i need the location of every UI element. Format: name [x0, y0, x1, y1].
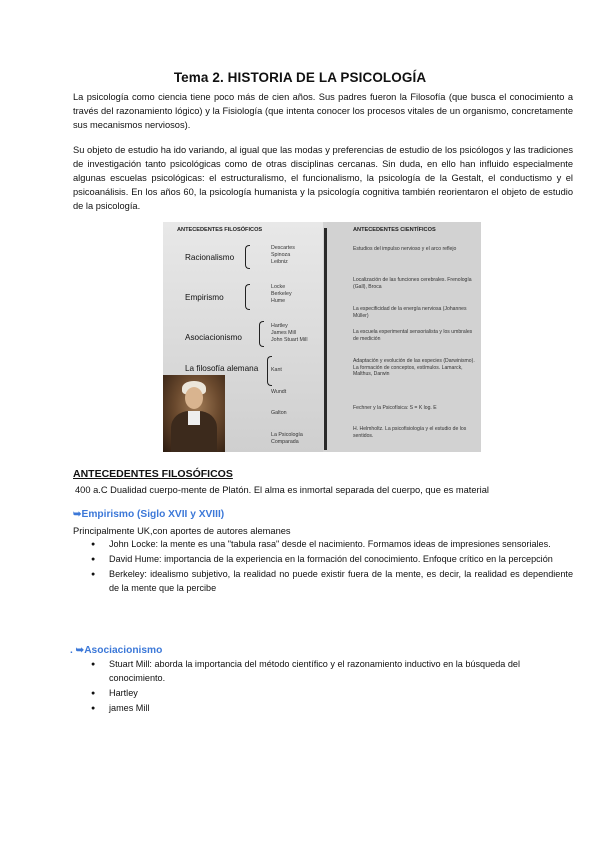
sci-item: Estudios del impulso nervioso y el arco reflejo — [353, 246, 457, 252]
sci-item: La especificidad de la energía nerviosa (Johannes Müller) — [353, 306, 467, 319]
list-item: ● Stuart Mill: aborda la importancia del método científico y el razonamiento inductivo en la búsqueda del conocimiento. — [73, 658, 573, 685]
name-item: Locke — [271, 284, 286, 290]
page-title: Tema 2. HISTORIA DE LA PSICOLOGÍA — [173, 70, 427, 85]
racionalismo-names — [271, 245, 295, 266]
list-item: ● Hartley — [73, 687, 573, 701]
list-item: ● Berkeley: idealismo subjetivo, la realidad no puede existir fuera de la mente, es decir, la realidad es dependiente de la mente que la percibe — [73, 568, 573, 595]
sci-item: La escuela experimental sensorialista y los umbrales de medición — [353, 329, 473, 342]
name-item: Spinoza — [271, 252, 291, 258]
list-item: ● John Locke: la mente es una "tabula rasa" desde el nacimiento. Formamos ideas de impresiones sensoriales. — [73, 538, 573, 552]
sci-item: Localización de las funciones cerebrales. Frenología (Gall), Broca — [353, 277, 472, 290]
category-filosofia-alemana: La filosofía alemana — [185, 364, 259, 373]
sci-item: Fechner y la Psicofísica: S = K log. E — [353, 405, 437, 411]
name-item: Hume — [271, 298, 286, 304]
antecedentes-figure — [163, 222, 481, 452]
name-item: Berkeley — [271, 291, 292, 297]
figure-divider — [324, 228, 327, 450]
name-item: James Mill — [271, 330, 297, 336]
brace — [245, 284, 250, 310]
platon-line: 400 a.C Dualidad cuerpo-mente de Platón. El alma es inmortal separada del cuerpo, que es material — [75, 485, 489, 495]
name-item: Leibniz — [271, 259, 288, 265]
kant-portrait — [163, 375, 225, 452]
name-comparada: Comparada — [271, 439, 299, 445]
empirismo-names — [271, 284, 292, 305]
name-wundt: Wundt — [271, 389, 287, 395]
category-racionalismo: Racionalismo — [185, 253, 235, 262]
empirismo-heading: ➥Empirismo (Siglo XVII y XVIII) — [73, 509, 225, 520]
list-item: ● David Hume: importancia de la experiencia en la formación del conocimiento. Enfoque crítico en la percepción — [73, 553, 573, 567]
sci-item: H. Helmholtz. La psicofisiología y el estudio de los sentidos. — [353, 426, 467, 439]
alemana-names — [271, 367, 282, 374]
category-empirismo: Empirismo — [185, 293, 224, 302]
name-psicologia: La Psicología — [271, 432, 303, 438]
figure-right-header: ANTECEDENTES CIENTÍFICOS — [353, 227, 436, 233]
intro-paragraph-1: La psicología como ciencia tiene poco más de cien años. Sus padres fueron la Filosofía (que busca el conocimiento a través del razonamiento lógico) y la Fisiología (que intenta conocer los procesos vitales de un organismo, concretamente sus mecanismos nerviosos). — [73, 92, 573, 130]
name-item: Hartley — [271, 323, 288, 329]
category-asociacionismo: Asociacionismo — [185, 333, 242, 342]
asociacionismo-names — [271, 323, 308, 344]
asociacionismo-heading: . ➥Asociacionismo — [70, 645, 163, 656]
intro-paragraph-2: Su objeto de estudio ha ido variando, al igual que las modas y preferencias de estudio de los psicólogos y las tradiciones de investigación tanto psicológicas como de otras disciplinas cercanas. Sin duda, en ello han influido especialmente algunas escuelas psicológicas: el estructuralismo, el funcionalismo, la psicología de la Gestalt, el conductismo y el psicoanálisis. En los años 60, la psicología humanista y la psicología cognitiva también reorientaron el objeto de estudio de la psicología. — [73, 145, 573, 211]
figure-left-header: ANTECEDENTES FILOSÓFICOS — [177, 227, 263, 233]
list-item: ● james Mill — [73, 702, 573, 716]
antecedentes-heading: ANTECEDENTES FILOSÓFICOS — [73, 468, 233, 480]
name-item: Kant — [271, 367, 282, 373]
empirismo-list — [73, 538, 573, 597]
sci-item: Adaptación y evolución de las especies (Darwinismo). La formación de conceptos, estímulos. Lamarck, Malthus, Darwin — [353, 358, 475, 378]
name-item: Descartes — [271, 245, 295, 251]
name-galton: Galton — [271, 410, 287, 416]
brace — [245, 245, 250, 269]
asociacionismo-list — [73, 658, 573, 717]
name-item: John Stuart Mill — [271, 337, 308, 343]
brace — [259, 321, 264, 347]
empirismo-intro: Principalmente UK,con aportes de autores alemanes — [73, 526, 291, 536]
